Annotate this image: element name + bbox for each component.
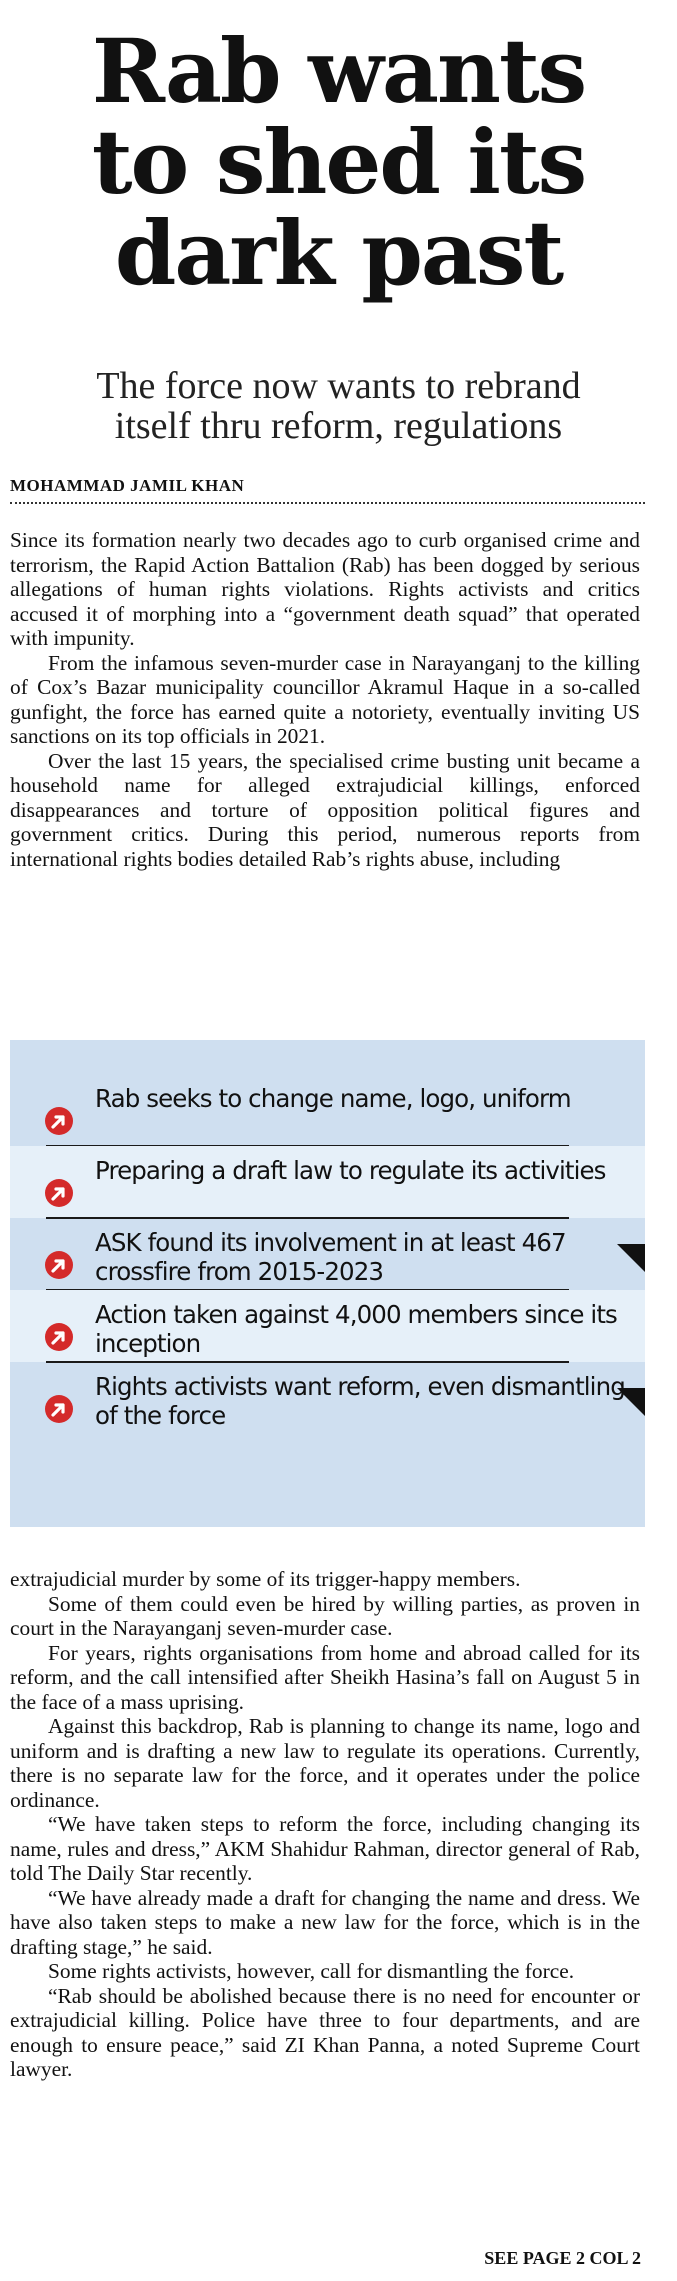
highlight-text: Action taken against 4,000 members since its inception: [95, 1300, 617, 1358]
paragraph: Against this backdrop, Rab is planning to change its name, logo and uniform and is drafting a new law to regulate its operations. Currently, there is no separate law for the force, and it operates under the police ordinance.: [10, 1714, 640, 1812]
paragraph: “We have taken steps to reform the force, including changing its name, rules and dress,” AKM Shahidur Rahman, director general of Rab, told The Daily Star recently.: [10, 1812, 640, 1885]
article-body-bottom: [10, 1567, 640, 2082]
highlight-text: Rights activists want reform, even dismantling of the force: [95, 1372, 625, 1430]
highlight-item: [10, 1146, 645, 1218]
continuation-note[interactable]: SEE PAGE 2 COL 2: [484, 2248, 641, 2268]
paragraph: “Rab should be abolished because there is no need for encounter or extrajudicial killing. Police have three to four departments, and are enough to ensure peace,” said ZI Khan Panna, a noted Supreme Court lawyer.: [10, 1983, 640, 2081]
paragraph: “We have already made a draft for changing the name and dress. We have also taken steps to make a new law for the force, which is in the drafting stage,” he said.: [10, 1885, 640, 1959]
paragraph: Some rights activists, however, call for dismantling the force.: [48, 1959, 575, 1983]
highlight-text: Preparing a draft law to regulate its activities: [95, 1156, 606, 1185]
headline: [0, 19, 677, 305]
paragraph: Over the last 15 years, the specialised crime busting unit became a household name for alleged extrajudicial killings, enforced disappearances and torture of opposition political figures and government critics. During this period, numerous reports from international rights bodies detailed Rab’s rights abuse, including: [10, 748, 640, 871]
highlight-item: [10, 1290, 645, 1362]
paragraph: Since its formation nearly two decades ago to curb organised crime and terrorism, the Rapid Action Battalion (Rab) has been dogged by serious allegations of human rights violations. Rights activists and critics accused it of morphing into a “government death squad” that operated with impunity.: [10, 528, 640, 650]
highlight-text: Rab seeks to change name, logo, uniform: [95, 1084, 571, 1113]
corner-triangle: [617, 1244, 645, 1272]
article-body-top: [10, 528, 640, 871]
red-arrow-circle-icon: [44, 1106, 74, 1136]
highlight-item: [10, 1074, 645, 1146]
highlight-text: ASK found its involvement in at least 467 crossfire from 2015-2023: [95, 1228, 566, 1286]
highlights-box: [10, 1040, 645, 1527]
highlight-item: [10, 1218, 645, 1290]
red-arrow-circle-icon: [44, 1250, 74, 1280]
corner-triangle: [617, 1388, 645, 1416]
paragraph: From the infamous seven-murder case in Narayanganj to the killing of Cox’s Bazar municipality councillor Akramul Haque in a so-called gunfight, the force has earned quite a notoriety, eventually inviting US sanctions on its top officials in 2021.: [10, 650, 640, 748]
headline-line: to shed its: [91, 110, 586, 214]
headline-line: dark past: [114, 201, 563, 305]
highlight-item: [10, 1362, 645, 1434]
byline: MOHAMMAD JAMIL KHAN: [10, 476, 645, 504]
paragraph: For years, rights organisations from home and abroad called for its reform, and the call intensified after Sheikh Hasina’s fall on August 5 in the face of a mass uprising.: [10, 1640, 640, 1714]
headline-line: Rab wants: [91, 19, 586, 123]
subheadline-line: The force now wants to rebrand: [96, 365, 581, 407]
subheadline-line: itself thru reform, regulations: [114, 405, 563, 447]
subheadline: [0, 366, 677, 446]
red-arrow-circle-icon: [44, 1322, 74, 1352]
paragraph: Some of them could even be hired by willing parties, as proven in court in the Narayanganj seven-murder case.: [10, 1591, 640, 1640]
paragraph: extrajudicial murder by some of its trigger-happy members.: [10, 1567, 521, 1591]
red-arrow-circle-icon: [44, 1178, 74, 1208]
red-arrow-circle-icon: [44, 1394, 74, 1424]
